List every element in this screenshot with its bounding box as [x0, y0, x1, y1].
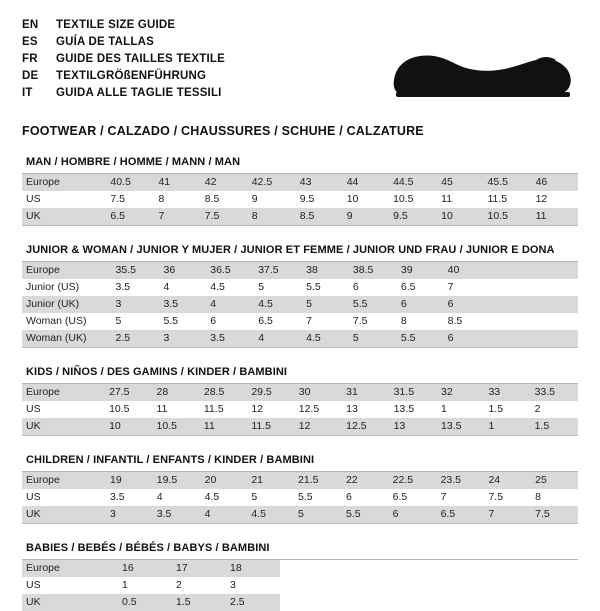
cell: 21 — [247, 472, 294, 489]
cell: 12 — [247, 401, 294, 418]
cell: 25 — [531, 472, 578, 489]
cell: 10.5 — [105, 401, 152, 418]
cell: 36 — [160, 262, 207, 279]
cell: 7 — [302, 313, 349, 330]
section-kids — [22, 366, 578, 436]
cell: 10 — [105, 418, 152, 435]
section-title: CHILDREN / INFANTIL / ENFANTS / KINDER / BAMBINI — [26, 454, 315, 466]
cell: 8.5 — [444, 313, 491, 330]
cell: 1 — [118, 577, 172, 594]
cell: 44.5 — [389, 174, 437, 191]
cell: 41 — [154, 174, 200, 191]
cell: 16 — [118, 560, 172, 577]
table-row — [22, 577, 280, 594]
cell: 40.5 — [106, 174, 154, 191]
cell: 5 — [112, 313, 160, 330]
cell: 5.5 — [342, 506, 389, 523]
cell: 13.5 — [437, 418, 484, 435]
cell: 5 — [247, 489, 294, 506]
cell: 20 — [201, 472, 248, 489]
cell: 5 — [294, 506, 342, 523]
cell: 33.5 — [531, 384, 578, 401]
cell: 6 — [206, 313, 254, 330]
cell: 46 — [532, 174, 578, 191]
size-table-kids — [22, 384, 578, 435]
cell: 4.5 — [201, 489, 248, 506]
cell: 6.5 — [106, 208, 154, 225]
cell: 45 — [437, 174, 483, 191]
section-title: KIDS / NIÑOS / DES GAMINS / KINDER / BAMBINI — [26, 366, 288, 378]
cell: 6 — [444, 330, 491, 347]
cell: 5.5 — [349, 296, 397, 313]
cell: 28 — [152, 384, 199, 401]
cell: 3.5 — [106, 489, 153, 506]
table-row — [22, 594, 280, 611]
cell: 11.5 — [247, 418, 294, 435]
table-row — [22, 191, 578, 208]
cell: 21.5 — [294, 472, 342, 489]
cell: 8 — [397, 313, 444, 330]
divider — [22, 523, 578, 524]
cell: 2 — [531, 401, 578, 418]
row-label: Europe — [22, 384, 105, 401]
cell: 3.5 — [160, 296, 207, 313]
cell: 5.5 — [397, 330, 444, 347]
row-label: US — [22, 577, 118, 594]
dress-shoe-icon — [386, 36, 576, 108]
cell: 7.5 — [531, 506, 578, 523]
cell: 42.5 — [248, 174, 296, 191]
cell: 7 — [437, 489, 485, 506]
cell: 6.5 — [389, 489, 437, 506]
cell: 8.5 — [201, 191, 248, 208]
cell: 13.5 — [390, 401, 437, 418]
cell: 12.5 — [295, 401, 342, 418]
cell: 11 — [532, 208, 578, 225]
size-table-man — [22, 174, 578, 225]
language-title: GUÍA DE TALLAS — [56, 36, 154, 48]
row-label: Woman (UK) — [22, 330, 112, 347]
language-title: TEXTILE SIZE GUIDE — [56, 19, 176, 31]
cell: 7 — [154, 208, 200, 225]
language-title: GUIDA ALLE TAGLIE TESSILI — [56, 87, 222, 99]
cell: 4.5 — [247, 506, 294, 523]
language-row — [22, 69, 225, 86]
cell: 1.5 — [172, 594, 226, 611]
language-row — [22, 86, 225, 103]
row-label: Junior (UK) — [22, 296, 112, 313]
cell: 11 — [437, 191, 483, 208]
table-row — [22, 506, 578, 523]
cell: 1.5 — [484, 401, 530, 418]
size-table-babies — [22, 560, 280, 611]
table-row — [22, 560, 280, 577]
cell: 13 — [390, 418, 437, 435]
cell: 3.5 — [153, 506, 201, 523]
category-title: FOOTWEAR / CALZADO / CHAUSSURES / SCHUHE / CALZATURE — [22, 124, 424, 138]
table-row — [22, 384, 578, 401]
language-title: GUIDE DES TAILLES TEXTILE — [56, 53, 225, 65]
row-label: US — [22, 191, 106, 208]
cell: 6 — [342, 489, 389, 506]
cell: 6 — [389, 506, 437, 523]
document-header — [22, 18, 578, 110]
section-title: BABIES / BEBÉS / BÉBÉS / BABYS / BAMBINI — [26, 542, 270, 554]
table-row — [22, 208, 578, 225]
cell: 7 — [444, 279, 491, 296]
cell: 33 — [484, 384, 530, 401]
cell: 9 — [248, 191, 296, 208]
cell: 2.5 — [112, 330, 160, 347]
cell: 22 — [342, 472, 389, 489]
cell: 1.5 — [531, 418, 578, 435]
section-man — [22, 156, 578, 226]
table-row — [22, 330, 578, 347]
language-code: FR — [22, 53, 38, 65]
cell: 30 — [295, 384, 342, 401]
cell: 13 — [342, 401, 389, 418]
table-row — [22, 296, 578, 313]
cell: 6 — [444, 296, 491, 313]
section-junior-woman — [22, 244, 578, 348]
cell: 12.5 — [342, 418, 389, 435]
cell: 35.5 — [112, 262, 160, 279]
cell: 39 — [397, 262, 444, 279]
cell: 37.5 — [254, 262, 302, 279]
row-label: Europe — [22, 262, 112, 279]
cell: 3.5 — [112, 279, 160, 296]
cell: 1 — [484, 418, 530, 435]
cell: 36.5 — [206, 262, 254, 279]
cell: 7.5 — [201, 208, 248, 225]
row-label: UK — [22, 506, 106, 523]
cell: 7.5 — [484, 489, 531, 506]
cell: 3 — [160, 330, 207, 347]
row-label: UK — [22, 208, 106, 225]
cell: 27.5 — [105, 384, 152, 401]
row-label: Europe — [22, 174, 106, 191]
language-row — [22, 52, 225, 69]
cell: 4.5 — [254, 296, 302, 313]
table-row — [22, 418, 578, 435]
row-label: Europe — [22, 560, 118, 577]
cell: 11 — [152, 401, 199, 418]
section-title: JUNIOR & WOMAN / JUNIOR Y MUJER / JUNIOR ET FEMME / JUNIOR UND FRAU / JUNIOR E DONA — [26, 244, 555, 256]
cell: 5 — [349, 330, 397, 347]
cell: 6.5 — [397, 279, 444, 296]
language-code: EN — [22, 19, 39, 31]
cell: 31.5 — [390, 384, 437, 401]
cell: 8.5 — [296, 208, 343, 225]
cell: 11.5 — [483, 191, 531, 208]
cell: 19.5 — [153, 472, 201, 489]
cell: 6 — [349, 279, 397, 296]
cell: 43 — [296, 174, 343, 191]
cell: 8 — [248, 208, 296, 225]
cell: 3 — [112, 296, 160, 313]
divider — [22, 347, 578, 348]
cell: 9.5 — [296, 191, 343, 208]
cell: 4 — [153, 489, 201, 506]
cell: 9 — [343, 208, 389, 225]
cell: 29.5 — [247, 384, 294, 401]
cell: 10 — [437, 208, 483, 225]
section-title: MAN / HOMBRE / HOMME / MANN / MAN — [26, 156, 241, 168]
language-row — [22, 35, 225, 52]
language-row — [22, 18, 225, 35]
section-babies — [22, 542, 578, 611]
cell: 23.5 — [437, 472, 485, 489]
cell: 7.5 — [349, 313, 397, 330]
cell: 8 — [154, 191, 200, 208]
cell: 4 — [201, 506, 248, 523]
cell: 5.5 — [294, 489, 342, 506]
table-row — [22, 472, 578, 489]
cell: 12 — [295, 418, 342, 435]
cell: 19 — [106, 472, 153, 489]
cell: 4 — [160, 279, 207, 296]
cell: 4 — [254, 330, 302, 347]
cell: 0.5 — [118, 594, 172, 611]
cell: 6 — [397, 296, 444, 313]
size-table-children — [22, 472, 578, 523]
cell: 28.5 — [200, 384, 247, 401]
cell: 6.5 — [254, 313, 302, 330]
row-label: Junior (US) — [22, 279, 112, 296]
language-title-list — [22, 18, 225, 103]
row-label: UK — [22, 418, 105, 435]
table-row — [22, 313, 578, 330]
row-label: Europe — [22, 472, 106, 489]
cell: 2.5 — [226, 594, 280, 611]
table-row — [22, 489, 578, 506]
cell: 5.5 — [302, 279, 349, 296]
language-title: TEXTILGRÖßENFÜHRUNG — [56, 70, 207, 82]
cell: 5 — [302, 296, 349, 313]
cell: 38 — [302, 262, 349, 279]
cell: 4.5 — [302, 330, 349, 347]
cell: 6.5 — [437, 506, 485, 523]
cell: 7.5 — [106, 191, 154, 208]
language-code: DE — [22, 70, 39, 82]
cell: 10.5 — [483, 208, 531, 225]
cell: 31 — [342, 384, 389, 401]
cell: 3.5 — [206, 330, 254, 347]
table-row — [22, 174, 578, 191]
cell: 22.5 — [389, 472, 437, 489]
cell: 3 — [226, 577, 280, 594]
language-code: ES — [22, 36, 38, 48]
cell: 45.5 — [483, 174, 531, 191]
cell: 4.5 — [206, 279, 254, 296]
cell: 40 — [444, 262, 491, 279]
divider — [22, 225, 578, 226]
cell: 5.5 — [160, 313, 207, 330]
cell: 1 — [437, 401, 484, 418]
cell: 18 — [226, 560, 280, 577]
cell: 24 — [484, 472, 531, 489]
cell: 7 — [484, 506, 531, 523]
cell: 10 — [343, 191, 389, 208]
row-label: Woman (US) — [22, 313, 112, 330]
section-children — [22, 454, 578, 524]
language-code: IT — [22, 87, 33, 99]
row-label: UK — [22, 594, 118, 611]
cell: 11 — [200, 418, 247, 435]
table-row — [22, 401, 578, 418]
row-label: US — [22, 489, 106, 506]
cell: 5 — [254, 279, 302, 296]
cell: 9.5 — [389, 208, 437, 225]
cell: 17 — [172, 560, 226, 577]
row-label: US — [22, 401, 105, 418]
cell: 11.5 — [200, 401, 247, 418]
table-row — [22, 262, 578, 279]
divider — [22, 435, 578, 436]
cell: 10.5 — [389, 191, 437, 208]
cell: 12 — [532, 191, 578, 208]
cell: 32 — [437, 384, 484, 401]
cell: 8 — [531, 489, 578, 506]
table-row — [22, 279, 578, 296]
cell: 10.5 — [152, 418, 199, 435]
cell: 38.5 — [349, 262, 397, 279]
size-table-junior-woman — [22, 262, 578, 347]
cell: 2 — [172, 577, 226, 594]
cell: 42 — [201, 174, 248, 191]
cell: 4 — [206, 296, 254, 313]
cell: 44 — [343, 174, 389, 191]
cell: 3 — [106, 506, 153, 523]
